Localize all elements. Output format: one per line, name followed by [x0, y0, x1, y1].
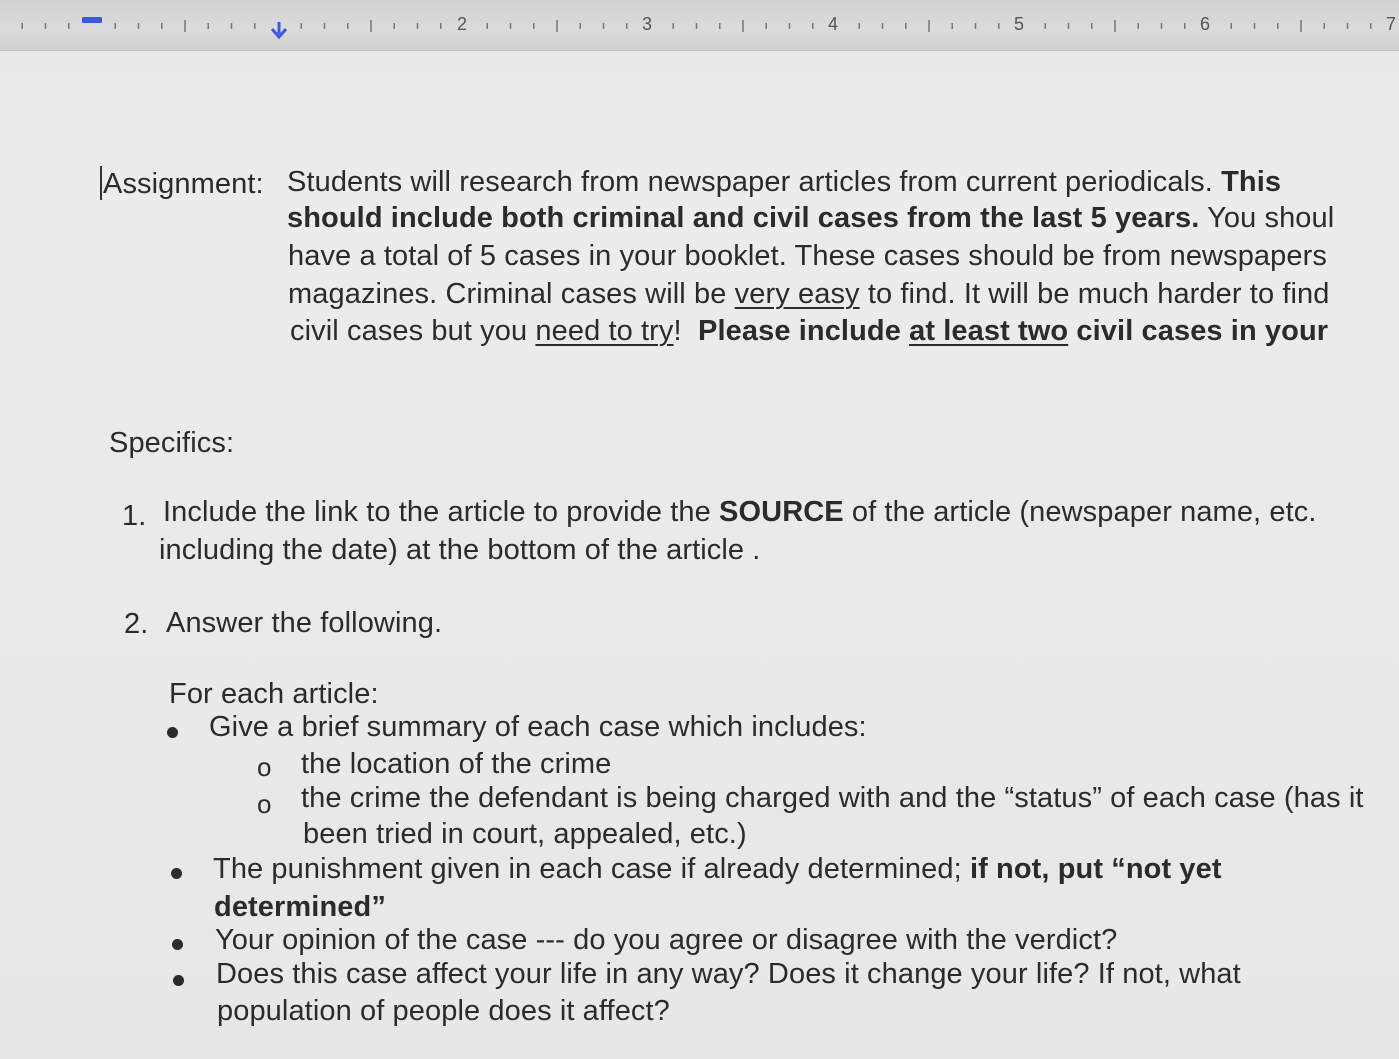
- item-bold-text: if not, put “not yet: [969, 853, 1222, 885]
- assignment-text: Students will research from newspaper articles from current periodicals.: [287, 166, 1213, 198]
- first-line-indent-marker[interactable]: [82, 17, 102, 23]
- item-1-line-2: including the date) at the bottom of the article .: [159, 534, 761, 566]
- ruler-number-5: 5: [1014, 14, 1025, 34]
- ruler-number-4: 4: [828, 14, 839, 34]
- bullet-item-affect-line-2: population of people does it affect?: [217, 995, 670, 1027]
- assignment-label: Assignment:: [103, 168, 264, 200]
- underlined-text: very easy: [734, 278, 860, 310]
- assignment-text: !: [673, 315, 682, 347]
- sub-bullet-marker: o: [257, 789, 272, 819]
- sub-bullet-location: the location of the crime: [301, 748, 612, 780]
- bullet-item-affect-line-1: Does this case affect your life in any way? Does it change your life? If not, what: [216, 958, 1241, 990]
- underlined-bold-text: at least two: [909, 315, 1069, 347]
- assignment-line-3: have a total of 5 cases in your booklet. These cases should be from newspapers: [288, 240, 1327, 272]
- item-text: The punishment given in each case if already determined;: [213, 853, 962, 885]
- assignment-bold-text: Please include: [698, 315, 901, 347]
- bullet-icon: [167, 727, 178, 738]
- ruler-ticks: [0, 0, 1399, 50]
- item-bold-text: SOURCE: [719, 496, 844, 528]
- assignment-line-5: [290, 313, 1328, 349]
- item-text: of the article (newspaper name, etc.: [851, 496, 1317, 528]
- tab-stop-arrow-icon[interactable]: [268, 20, 290, 42]
- ruler[interactable]: [0, 0, 1399, 51]
- assignment-line-1: [287, 164, 1281, 200]
- for-each-article-label: For each article:: [169, 678, 379, 710]
- bullet-item-summary: Give a brief summary of each case which includes:: [209, 711, 867, 743]
- item-2-number: 2.: [124, 608, 149, 640]
- specifics-heading: Specifics:: [109, 427, 235, 459]
- assignment-bold-text: civil cases in your: [1076, 315, 1329, 347]
- assignment-line-2: [287, 200, 1334, 236]
- item-text: Include the link to the article to provide the: [163, 496, 711, 528]
- item-2-text: Answer the following.: [166, 607, 443, 639]
- ruler-number-6: 6: [1200, 14, 1211, 34]
- ruler-number-3: 3: [642, 14, 653, 34]
- text-cursor: [100, 166, 102, 200]
- bullet-icon: [172, 939, 183, 950]
- bullet-item-punishment-line-2: determined”: [214, 891, 386, 923]
- bullet-icon: [171, 868, 182, 879]
- ruler-number-2: 2: [457, 14, 468, 34]
- bullet-item-punishment-line-1: [213, 851, 1222, 887]
- sub-bullet-crime-line-1: the crime the defendant is being charged with and the “status” of each case (has it: [301, 782, 1364, 814]
- sub-bullet-crime-line-2: been tried in court, appealed, etc.): [303, 818, 747, 850]
- item-1-line-1: [163, 494, 1317, 530]
- assignment-text: civil cases but you: [290, 315, 528, 347]
- item-1-number: 1.: [122, 500, 147, 532]
- ruler-number-7: 7: [1386, 14, 1397, 34]
- bullet-icon: [173, 975, 184, 986]
- bullet-item-opinion: Your opinion of the case --- do you agree or disagree with the verdict?: [215, 924, 1118, 956]
- sub-bullet-marker: o: [257, 752, 272, 782]
- assignment-text: You shoul: [1207, 202, 1335, 234]
- assignment-bold-text: This: [1221, 166, 1282, 198]
- assignment-line-4: [288, 276, 1330, 312]
- assignment-text: magazines. Criminal cases will be: [288, 278, 727, 310]
- assignment-bold-text: should include both criminal and civil cases from the last 5 years.: [287, 202, 1200, 234]
- assignment-text: to find. It will be much harder to find: [867, 278, 1330, 310]
- underlined-text: need to try: [535, 315, 674, 347]
